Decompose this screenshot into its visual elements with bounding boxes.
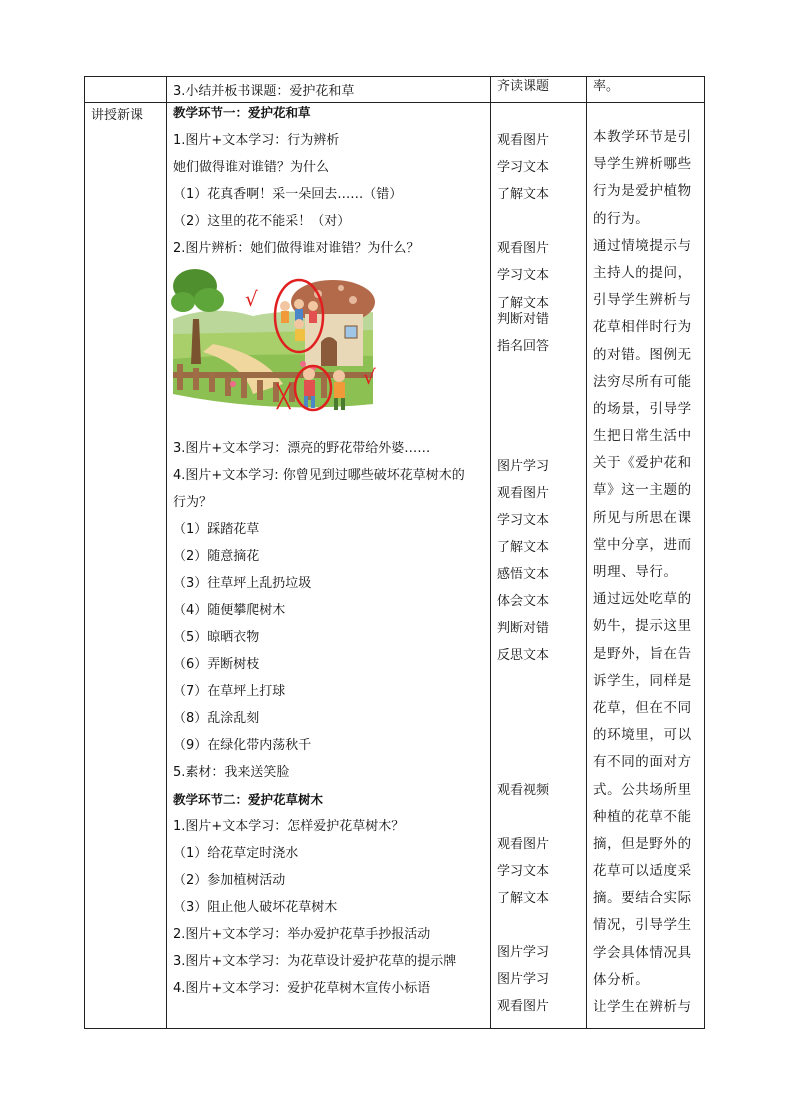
- table-row: [85, 103, 705, 1029]
- note-line: 引导学生辨析与: [593, 292, 692, 309]
- note-line: 通过远处吃草的: [593, 591, 692, 608]
- list-item: （2）随意摘花: [173, 549, 260, 564]
- stage-cell: [85, 103, 167, 1029]
- content-line: 1.图片+文本学习：怎样爱护花草树木？: [173, 819, 405, 834]
- list-item: （4）随便攀爬树木: [173, 603, 286, 618]
- activity-line: 体会文本: [497, 594, 550, 609]
- note-line: 所见与所思在课: [593, 509, 692, 526]
- activity-line: 了解文本: [497, 296, 550, 311]
- note-line: 本教学环节是引: [593, 129, 692, 145]
- note-line: 率。: [593, 79, 620, 94]
- note-line: 的行为。: [593, 210, 650, 227]
- note-line: 的场景，引导学: [593, 400, 692, 417]
- note-line: 的环境里，可以: [593, 727, 692, 744]
- note-line: 导学生辨析哪些: [593, 156, 692, 173]
- list-item: （6）弄断树枝: [173, 657, 260, 672]
- activity-line: 观看图片: [497, 133, 550, 148]
- activity-line: 图片学习: [497, 459, 550, 474]
- list-item: （7）在草坪上打球: [173, 684, 286, 699]
- activity-line: 了解文本: [497, 891, 550, 906]
- list-item: （8）乱涂乱刻: [173, 711, 260, 726]
- activity-line: 指名回答: [497, 339, 550, 354]
- activity-line: 了解文本: [497, 540, 550, 555]
- list-item: （2）参加植树活动: [173, 873, 286, 888]
- activity-line: 观看图片: [497, 999, 550, 1014]
- content-line: 5.素材：我来送笑脸: [173, 765, 290, 780]
- note-line: 奶牛，提示这里: [593, 618, 692, 635]
- check-mark: √: [245, 287, 258, 311]
- note-line: 种植的花草不能: [593, 808, 692, 825]
- list-item: （1）踩踏花草: [173, 522, 260, 537]
- note-line: 式。公共场所里: [593, 781, 692, 798]
- list-item: （9）在绿化带内荡秋千: [173, 738, 312, 753]
- activity-line: 观看图片: [497, 241, 550, 256]
- note-line: 明理、导行。: [593, 564, 678, 580]
- stage-cell: [85, 77, 167, 103]
- activity-line: 图片学习: [497, 945, 550, 960]
- activity-line: 判断对错: [497, 621, 550, 636]
- activity-line: 了解文本: [497, 187, 550, 202]
- content-line: 4.图片+文本学习：爱护花草树木宣传小标语: [173, 981, 431, 996]
- note-line: 草》这一主题的: [593, 482, 692, 499]
- note-line: 诉学生，同样是: [593, 672, 692, 689]
- content-line: 2.图片辨析：她们做得谁对谁错？为什么？: [173, 241, 420, 256]
- content-line: 3.图片+文本学习：为花草设计爱护花草的提示牌: [173, 954, 457, 969]
- activity-line: 图片学习: [497, 972, 550, 987]
- content-line: 她们做得谁对谁错？为什么: [173, 160, 330, 175]
- note-line: 摘，但是野外的: [593, 835, 692, 852]
- note-line: 花草可以适度采: [593, 863, 692, 880]
- content-line: 3.图片+文本学习：漂亮的野花带给外婆……: [173, 441, 431, 456]
- content-line: （2）这里的花不能采！（对）: [173, 214, 351, 229]
- list-item: （3）往草坪上乱扔垃圾: [173, 576, 312, 591]
- content-line: 行为？: [173, 495, 213, 510]
- note-line: 通过情境提示与: [593, 237, 692, 254]
- note-line: 摘。要结合实际: [593, 890, 692, 907]
- cross-mark: ╳: [277, 385, 291, 410]
- activity-line: 反思文本: [497, 648, 550, 663]
- note-line: 的对错。图例无: [593, 346, 692, 363]
- note-line: 花草，但在不同: [593, 699, 692, 716]
- activity-line: 学习文本: [497, 160, 550, 175]
- activity-line: 学习文本: [497, 864, 550, 879]
- activity-line: 学习文本: [497, 513, 550, 528]
- content-line: 1.图片+文本学习：行为辨析: [173, 133, 340, 148]
- content-cell: [167, 103, 491, 1029]
- section-heading: 教学环节一：爱护花和草: [173, 105, 311, 120]
- activity-line: 判断对错: [497, 312, 550, 327]
- section-heading: 教学环节二：爱护花草树木: [173, 792, 324, 807]
- note-line: 情况，引导学生: [593, 917, 692, 934]
- activity-cell: [491, 103, 587, 1029]
- check-mark: √: [363, 365, 376, 389]
- note-line: 体分析。: [593, 971, 650, 988]
- park-illustration: [173, 264, 376, 429]
- note-line: 堂中分享，进而: [593, 536, 692, 553]
- illustration-image: [173, 264, 490, 429]
- note-line: 法穷尽所有可能: [593, 373, 692, 390]
- note-line: 关于《爱护花和: [593, 455, 692, 472]
- activity-line: 齐读课题: [497, 79, 550, 94]
- table-row: [85, 77, 705, 103]
- note-line: 有不同的面对方: [593, 754, 692, 771]
- content-line: 4.图片+文本学习: 你曾见到过哪些破坏花草树木的: [173, 468, 465, 483]
- activity-line: 学习文本: [497, 268, 550, 283]
- activity-line: 观看图片: [497, 486, 550, 501]
- activity-line: 观看视频: [497, 783, 550, 798]
- note-line: 主持人的提问，: [593, 264, 692, 281]
- activity-line: 观看图片: [497, 837, 550, 852]
- content-line: 2.图片+文本学习：举办爱护花草手抄报活动: [173, 927, 431, 942]
- note-line: 花草相伴时行为: [593, 319, 692, 336]
- list-item: （1）给花草定时浇水: [173, 846, 299, 861]
- summary-line: 3.小结并板书课题：爱护花和草: [173, 84, 355, 99]
- note-cell: [587, 77, 705, 103]
- note-cell: [587, 103, 705, 1029]
- note-line: 生把日常生活中: [593, 428, 692, 445]
- stage-label: 讲授新课: [91, 108, 144, 123]
- activity-line: 感悟文本: [497, 567, 550, 582]
- lesson-plan-table: [84, 76, 705, 1029]
- content-line: （1）花真香啊！采一朵回去……（错）: [173, 187, 403, 202]
- note-line: 行为是爱护植物: [593, 183, 692, 200]
- list-item: （5）晾晒衣物: [173, 630, 260, 645]
- note-line: 学会具体情况具: [593, 944, 692, 961]
- list-item: （3）阻止他人破坏花草树木: [173, 900, 338, 915]
- note-line: 让学生在辨析与: [593, 999, 692, 1015]
- activity-cell: [491, 77, 587, 103]
- content-cell: [167, 77, 491, 103]
- note-line: 是野外，旨在告: [593, 645, 692, 662]
